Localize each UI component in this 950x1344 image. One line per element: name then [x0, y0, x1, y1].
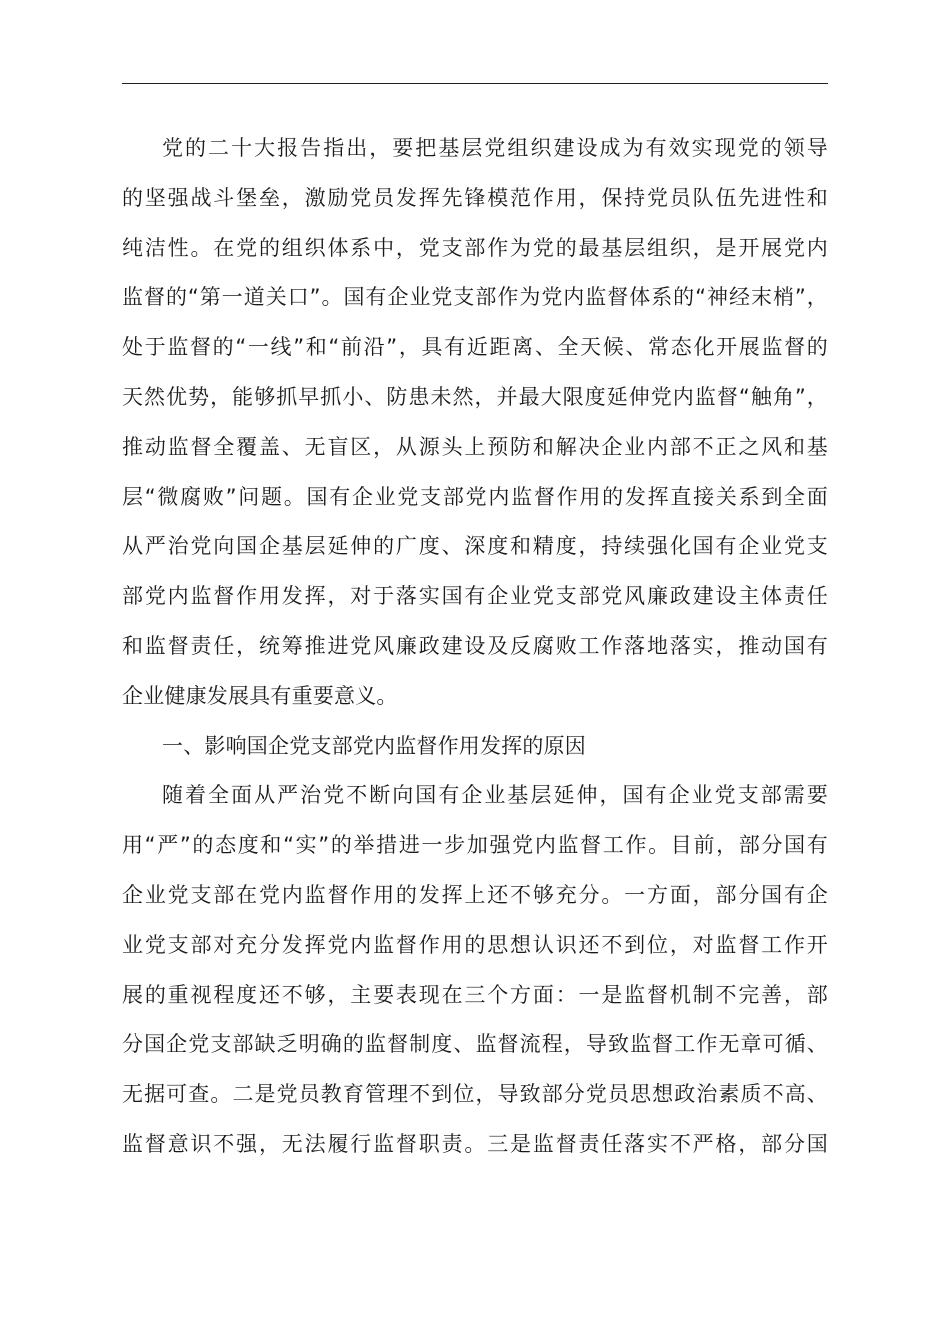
section-heading-text: 一、影响国企党支部党内监督作用发挥的原因	[162, 733, 586, 758]
text-line: 纯洁性。在党的组织体系中，党支部作为党的最基层组织，是开展党内	[122, 235, 828, 260]
text-line: 无据可查。二是党员教育管理不到位，导致部分党员思想政治素质不高、	[122, 1082, 828, 1107]
text-line: 展的重视程度还不够，主要表现在三个方面：一是监督机制不完善，部	[122, 982, 828, 1007]
text-line: 推动监督全覆盖、无盲区，从源头上预防和解决企业内部不正之风和基	[122, 434, 828, 459]
text-line: 天然优势，能够抓早抓小、防患未然，并最大限度延伸党内监督“触角”，	[122, 384, 828, 409]
text-line: 随着全面从严治党不断向国有企业基层延伸，国有企业党支部需要	[162, 783, 828, 808]
text-line: 的坚强战斗堡垒，激励党员发挥先锋模范作用，保持党员队伍先进性和	[122, 185, 828, 210]
text-line: 用“严”的态度和“实”的举措进一步加强党内监督工作。目前，部分国有	[122, 833, 828, 858]
text-line: 监督的“第一道关口”。国有企业党支部作为党内监督体系的“神经末梢”，	[122, 285, 828, 310]
text-line: 党的二十大报告指出，要把基层党组织建设成为有效实现党的领导	[162, 136, 828, 160]
text-line: 处于监督的“一线”和“前沿”，具有近距离、全天候、常态化开展监督的	[122, 335, 828, 360]
text-line: 从严治党向国企基层延伸的广度、深度和精度，持续强化国有企业党支	[122, 534, 828, 559]
text-line: 企业党支部在党内监督作用的发挥上还不够充分。一方面，部分国有企	[122, 882, 828, 907]
paragraph-causes	[122, 771, 828, 1169]
paragraph-intro	[122, 124, 828, 722]
text-line: 层“微腐败”问题。国有企业党支部党内监督作用的发挥直接关系到全面	[122, 484, 828, 509]
section-heading	[122, 722, 828, 772]
text-line: 和监督责任，统筹推进党风廉政建设及反腐败工作落地落实，推动国有	[122, 633, 828, 658]
text-line: 企业健康发展具有重要意义。	[122, 683, 398, 708]
document-body	[122, 124, 828, 1170]
text-line: 分国企党支部缺乏明确的监督制度、监督流程，导致监督工作无章可循、	[122, 1032, 828, 1057]
text-line: 业党支部对充分发挥党内监督作用的思想认识还不到位，对监督工作开	[122, 932, 828, 957]
text-line: 监督意识不强，无法履行监督职责。三是监督责任落实不严格，部分国	[122, 1131, 828, 1156]
text-line: 部党内监督作用发挥，对于落实国有企业党支部党风廉政建设主体责任	[122, 584, 828, 609]
header-rule	[122, 83, 828, 84]
